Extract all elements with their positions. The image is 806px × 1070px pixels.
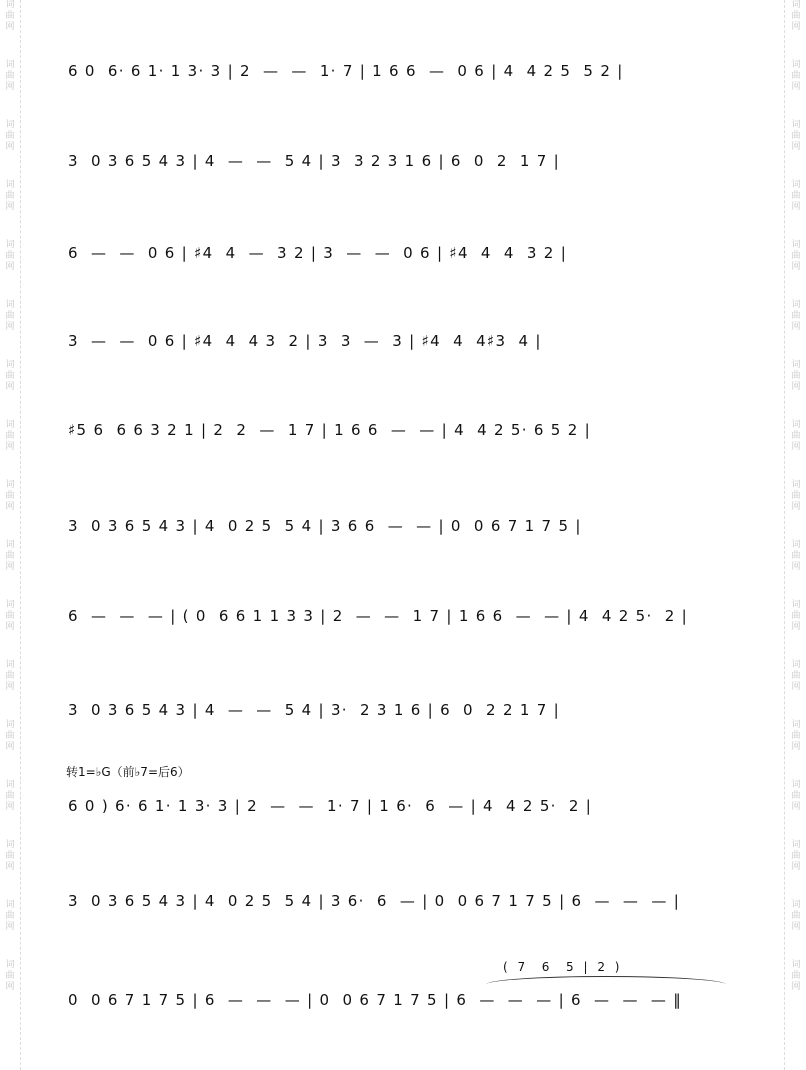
watermark-char: 曲 (5, 851, 15, 861)
watermark-char: 网 (5, 202, 15, 212)
watermark-char: 网 (791, 802, 801, 812)
watermark-char: 曲 (791, 311, 801, 321)
key-change-annotation: 转1=♭G（前♭7=后6） (66, 765, 190, 779)
watermark-block (788, 300, 804, 333)
watermark-char: 网 (791, 622, 801, 632)
watermark-char: 曲 (791, 491, 801, 501)
watermark-block (2, 780, 18, 813)
score-line-11: 0 0 6 7 1 7 5 | 6 — — — | 0 0 6 7 1 7 5 | 6 — — — | 6 — — — ‖ (68, 991, 683, 1009)
watermark-char: 词 (791, 240, 801, 250)
watermark-char: 曲 (5, 191, 15, 201)
watermark-char: 网 (5, 862, 15, 872)
watermark-char: 曲 (5, 491, 15, 501)
watermark-char: 曲 (791, 431, 801, 441)
watermark-char: 词 (5, 600, 15, 610)
watermark-right (788, 0, 804, 1070)
watermark-block (2, 600, 18, 633)
watermark-char: 词 (791, 360, 801, 370)
watermark-char: 网 (5, 22, 15, 32)
watermark-block (2, 900, 18, 933)
watermark-block (788, 960, 804, 993)
watermark-block (788, 480, 804, 513)
watermark-block (788, 240, 804, 273)
watermark-block (788, 0, 804, 33)
watermark-char: 网 (791, 82, 801, 92)
watermark-char: 词 (5, 180, 15, 190)
score-line-7: 6 — — — | ( 0 6 6 1 1 3 3 | 2 — — 1 7 | 1 6 6 — — | 4 4 2 5· 2 | (68, 607, 688, 625)
score-line-5: ♯5 6 6 6 3 2 1 | 2 2 — 1 7 | 1 6 6 — — | 4 4 2 5· 6 5 2 | (68, 421, 591, 439)
watermark-char: 网 (5, 142, 15, 152)
watermark-char: 词 (5, 900, 15, 910)
watermark-block (2, 120, 18, 153)
watermark-char: 词 (791, 420, 801, 430)
watermark-block (788, 600, 804, 633)
margin-divider-right (784, 0, 785, 1070)
watermark-char: 曲 (5, 611, 15, 621)
score-line-3: 6 — — 0 6 | ♯4 4 — 3 2 | 3 — — 0 6 | ♯4 4 4 3 2 | (68, 244, 568, 262)
watermark-char: 网 (791, 742, 801, 752)
watermark-char: 曲 (791, 731, 801, 741)
watermark-char: 词 (5, 780, 15, 790)
watermark-char: 网 (5, 622, 15, 632)
watermark-char: 曲 (5, 911, 15, 921)
watermark-block (2, 180, 18, 213)
watermark-char: 曲 (5, 551, 15, 561)
watermark-char: 网 (791, 862, 801, 872)
watermark-char: 网 (5, 502, 15, 512)
watermark-char: 曲 (5, 71, 15, 81)
watermark-char: 网 (791, 322, 801, 332)
watermark-block (2, 240, 18, 273)
watermark-char: 词 (5, 540, 15, 550)
watermark-block (788, 840, 804, 873)
score-line-8: 3 0 3 6 5 4 3 | 4 — — 5 4 | 3· 2 3 1 6 | 6 0 2 2 1 7 | (68, 701, 561, 719)
watermark-char: 词 (5, 0, 15, 10)
score-line-10: 3 0 3 6 5 4 3 | 4 0 2 5 5 4 | 3 6· 6 — | 0 0 6 7 1 7 5 | 6 — — — | (68, 892, 681, 910)
watermark-block (2, 540, 18, 573)
watermark-block (2, 360, 18, 393)
watermark-block (788, 900, 804, 933)
watermark-char: 曲 (5, 791, 15, 801)
watermark-block (788, 660, 804, 693)
watermark-char: 网 (791, 202, 801, 212)
watermark-char: 网 (5, 322, 15, 332)
watermark-char: 曲 (5, 671, 15, 681)
watermark-char: 网 (5, 562, 15, 572)
margin-divider-left (20, 0, 21, 1070)
watermark-block (788, 540, 804, 573)
watermark-block (788, 180, 804, 213)
watermark-char: 曲 (791, 671, 801, 681)
watermark-char: 词 (791, 660, 801, 670)
watermark-char: 词 (791, 960, 801, 970)
watermark-char: 网 (5, 82, 15, 92)
watermark-char: 网 (791, 262, 801, 272)
watermark-char: 词 (791, 600, 801, 610)
watermark-char: 网 (5, 442, 15, 452)
watermark-char: 词 (791, 480, 801, 490)
watermark-char: 网 (5, 682, 15, 692)
watermark-char: 词 (791, 720, 801, 730)
watermark-char: 词 (5, 120, 15, 130)
watermark-block (788, 420, 804, 453)
watermark-block (2, 960, 18, 993)
watermark-char: 曲 (791, 611, 801, 621)
watermark-char: 词 (5, 960, 15, 970)
watermark-block (2, 300, 18, 333)
watermark-char: 网 (5, 262, 15, 272)
watermark-char: 网 (791, 142, 801, 152)
watermark-char: 曲 (791, 251, 801, 261)
watermark-char: 词 (791, 60, 801, 70)
score-line-6: 3 0 3 6 5 4 3 | 4 0 2 5 5 4 | 3 6 6 — — | 0 0 6 7 1 7 5 | (68, 517, 582, 535)
watermark-char: 网 (791, 442, 801, 452)
watermark-char: 曲 (5, 371, 15, 381)
watermark-char: 词 (791, 540, 801, 550)
watermark-char: 曲 (791, 971, 801, 981)
watermark-char: 词 (5, 720, 15, 730)
watermark-char: 词 (791, 300, 801, 310)
watermark-block (788, 60, 804, 93)
watermark-char: 曲 (791, 791, 801, 801)
watermark-char: 网 (791, 922, 801, 932)
watermark-char: 网 (5, 802, 15, 812)
watermark-block (2, 660, 18, 693)
watermark-block (2, 60, 18, 93)
watermark-char: 曲 (5, 11, 15, 21)
watermark-char: 词 (5, 480, 15, 490)
watermark-block (2, 480, 18, 513)
fermata-group: ( 7 6 5 | 2 ) (503, 960, 623, 974)
watermark-block (2, 720, 18, 753)
score-line-9: 6 0 ) 6· 6 1· 1 3· 3 | 2 — — 1· 7 | 1 6· 6 — | 4 4 2 5· 2 | (68, 797, 593, 815)
watermark-char: 词 (5, 420, 15, 430)
watermark-char: 网 (791, 502, 801, 512)
score-line-4: 3 — — 0 6 | ♯4 4 4 3 2 | 3 3 — 3 | ♯4 4 4♯3 4 | (68, 332, 542, 350)
watermark-block (2, 420, 18, 453)
watermark-char: 曲 (5, 431, 15, 441)
watermark-char: 词 (5, 300, 15, 310)
watermark-char: 网 (5, 382, 15, 392)
watermark-block (788, 780, 804, 813)
watermark-char: 词 (5, 240, 15, 250)
watermark-char: 曲 (791, 551, 801, 561)
numbered-music-score (60, 0, 760, 1070)
score-line-1: 6 0 6· 6 1· 1 3· 3 | 2 — — 1· 7 | 1 6 6 — 0 6 | 4 4 2 5 5 2 | (68, 62, 624, 80)
watermark-char: 网 (5, 982, 15, 992)
watermark-char: 网 (791, 562, 801, 572)
watermark-char: 曲 (5, 131, 15, 141)
watermark-char: 曲 (5, 311, 15, 321)
watermark-char: 词 (5, 840, 15, 850)
watermark-block (788, 720, 804, 753)
watermark-char: 网 (5, 922, 15, 932)
watermark-block (788, 360, 804, 393)
watermark-char: 曲 (791, 851, 801, 861)
watermark-char: 网 (791, 382, 801, 392)
watermark-char: 网 (791, 682, 801, 692)
watermark-char: 曲 (791, 131, 801, 141)
watermark-char: 词 (791, 180, 801, 190)
watermark-char: 曲 (791, 11, 801, 21)
watermark-char: 词 (5, 60, 15, 70)
watermark-char: 曲 (791, 371, 801, 381)
watermark-char: 网 (5, 742, 15, 752)
watermark-char: 词 (791, 120, 801, 130)
watermark-char: 曲 (791, 911, 801, 921)
watermark-char: 曲 (791, 191, 801, 201)
watermark-block (788, 120, 804, 153)
watermark-char: 词 (791, 780, 801, 790)
watermark-char: 网 (791, 22, 801, 32)
watermark-char: 词 (5, 660, 15, 670)
watermark-char: 曲 (5, 731, 15, 741)
watermark-char: 曲 (791, 71, 801, 81)
watermark-char: 词 (791, 840, 801, 850)
watermark-char: 网 (791, 982, 801, 992)
watermark-char: 曲 (5, 971, 15, 981)
watermark-char: 词 (791, 900, 801, 910)
watermark-char: 词 (791, 0, 801, 10)
watermark-block (2, 0, 18, 33)
score-line-2: 3 0 3 6 5 4 3 | 4 — — 5 4 | 3 3 2 3 1 6 | 6 0 2 1 7 | (68, 152, 561, 170)
watermark-char: 曲 (5, 251, 15, 261)
watermark-left (2, 0, 18, 1070)
watermark-block (2, 840, 18, 873)
watermark-char: 词 (5, 360, 15, 370)
